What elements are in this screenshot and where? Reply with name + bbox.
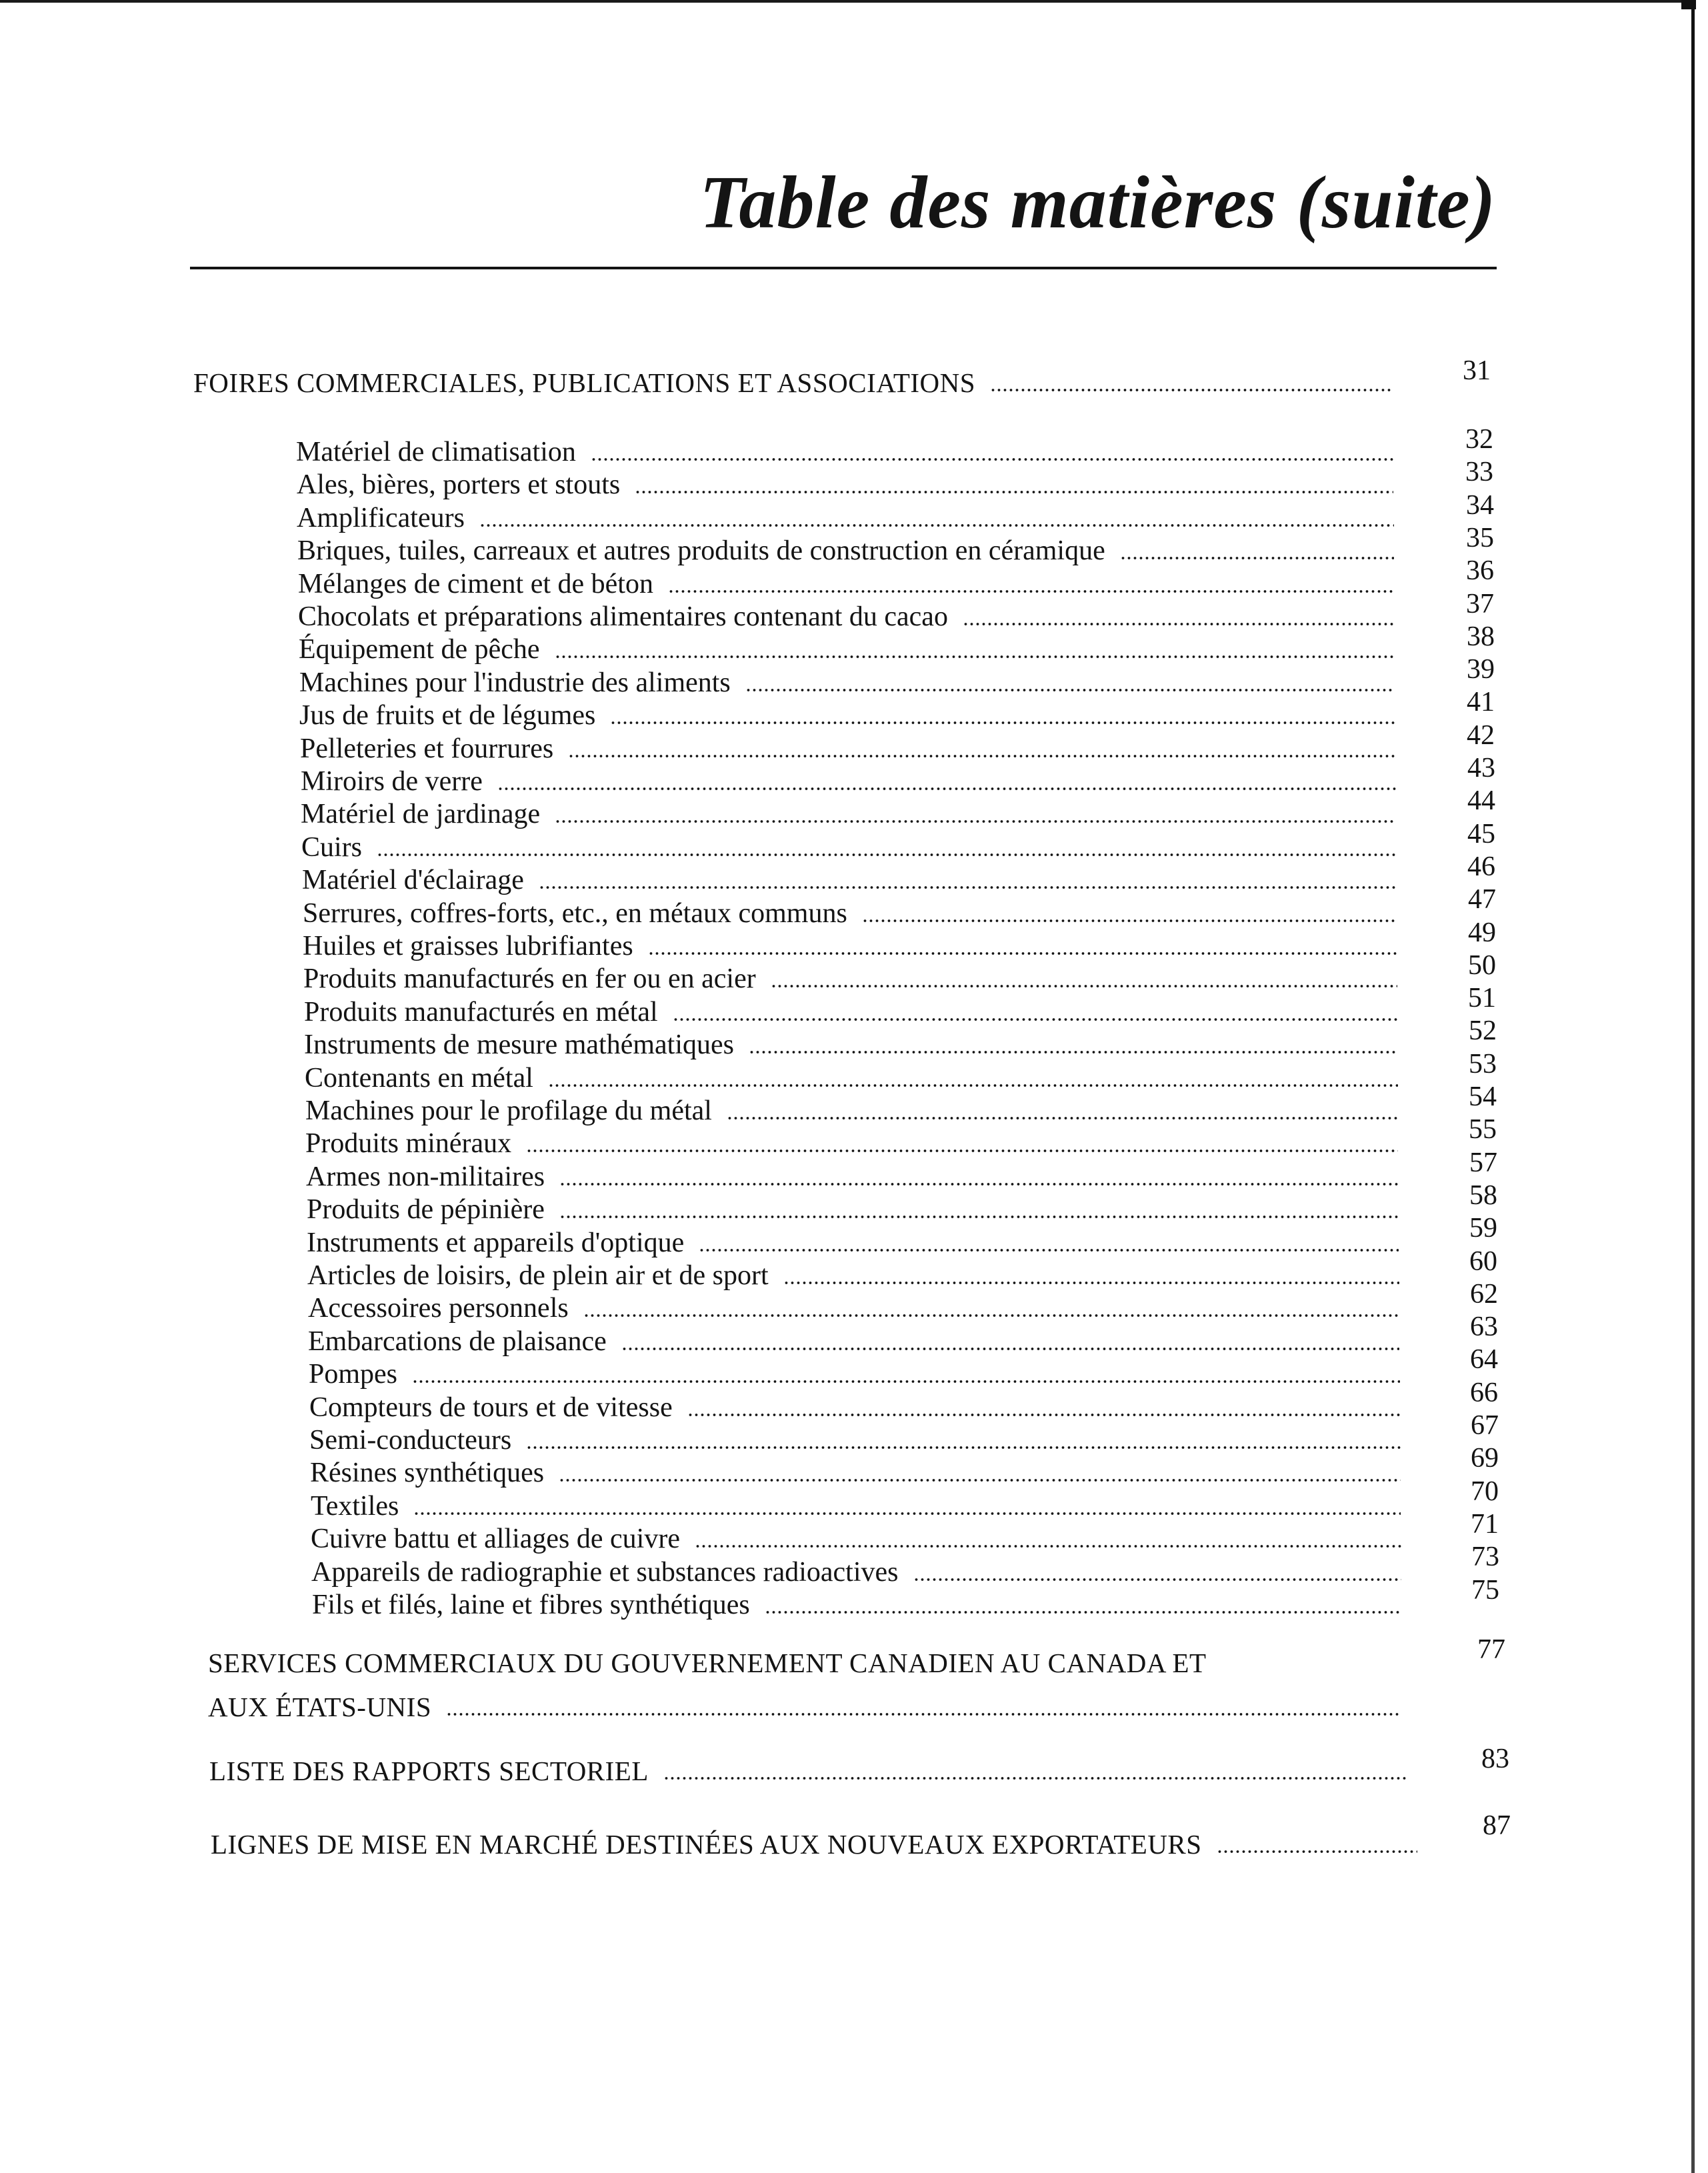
toc-entry-page-number: 54	[1469, 1081, 1497, 1112]
toc-entry-label: Instruments et appareils d'optique	[307, 1228, 685, 1258]
toc-entry-page-number: 33	[1465, 457, 1493, 487]
toc-entry	[298, 567, 1394, 601]
toc-entry-label: Pelleteries et fourrures	[300, 733, 554, 764]
toc-entry	[299, 632, 1395, 667]
dot-leader	[727, 1116, 1398, 1120]
toc-entry	[301, 830, 1396, 865]
dot-leader	[568, 754, 1395, 758]
toc-entry-page-number: 44	[1467, 785, 1495, 816]
toc-entry-page-number: 64	[1470, 1344, 1498, 1375]
toc-entry-page-number: 45	[1467, 819, 1495, 849]
dot-leader	[771, 984, 1397, 988]
toc-entry	[297, 467, 1393, 502]
toc-entry-label: Ales, bières, porters et stouts	[297, 469, 621, 500]
dot-leader	[673, 1017, 1397, 1021]
dot-leader	[526, 1446, 1401, 1450]
dot-leader	[446, 1712, 1401, 1716]
dot-leader	[548, 1083, 1398, 1088]
toc-entry	[296, 435, 1393, 469]
section-page-number: 77	[1477, 1634, 1505, 1665]
toc-entry	[309, 1423, 1401, 1458]
toc-entry-label: Miroirs de verre	[301, 766, 483, 797]
dot-leader	[555, 655, 1395, 659]
toc-entry-label: Résines synthétiques	[310, 1458, 545, 1488]
toc-entry	[305, 1126, 1398, 1161]
toc-entry-page-number: 57	[1469, 1148, 1497, 1178]
toc-entry-label: Embarcations de plaisance	[308, 1326, 607, 1357]
toc-entry	[311, 1522, 1401, 1556]
dot-leader	[559, 1182, 1399, 1186]
toc-entry-label: Articles de loisirs, de plein air et de sport	[307, 1260, 769, 1291]
toc-entry-page-number: 62	[1470, 1279, 1498, 1310]
toc-entry-label: Produits manufacturés en métal	[304, 997, 658, 1027]
toc-entry-label: Contenants en métal	[305, 1063, 533, 1094]
toc-entry	[310, 1456, 1401, 1490]
toc-entry-page-number: 34	[1466, 490, 1494, 521]
dot-leader	[648, 951, 1397, 955]
dot-leader	[583, 1314, 1399, 1318]
toc-entry	[309, 1357, 1400, 1392]
toc-entry	[312, 1588, 1401, 1622]
toc-entry-page-number: 42	[1467, 720, 1495, 751]
toc-entry-label: Semi-conducteurs	[309, 1425, 512, 1456]
toc-entry	[306, 1160, 1399, 1194]
dot-leader	[621, 1347, 1399, 1351]
toc-entry	[303, 896, 1397, 931]
dot-leader	[990, 388, 1393, 392]
toc-entry-label: Serrures, coffres-forts, etc., en métaux communs	[303, 898, 847, 929]
section-heading	[211, 1827, 1417, 1862]
toc-entry	[299, 698, 1395, 733]
toc-entry	[307, 1192, 1399, 1227]
toc-entry-page-number: 70	[1471, 1476, 1499, 1507]
section-heading-label: FOIRES COMMERCIALES, PUBLICATIONS ET ASSOCIATIONS	[193, 367, 976, 398]
toc-entry-page-number: 38	[1467, 621, 1495, 652]
dot-leader	[699, 1248, 1399, 1252]
toc-entry-label: Machines pour le profilage du métal	[305, 1096, 712, 1126]
toc-entry-page-number: 39	[1467, 654, 1495, 685]
dot-leader	[635, 490, 1393, 494]
toc-entry-label: Textiles	[311, 1491, 399, 1522]
toc-entry-label: Matériel de climatisation	[296, 437, 576, 467]
dot-leader	[1217, 1850, 1417, 1854]
toc-entry-label: Produits manufacturés en fer ou en acier	[303, 963, 756, 994]
toc-entry-page-number: 53	[1469, 1049, 1497, 1079]
toc-entry-page-number: 47	[1468, 884, 1496, 915]
toc-entry	[298, 599, 1395, 634]
toc-entry	[301, 764, 1396, 799]
dot-leader	[745, 688, 1395, 692]
toc-entry-page-number: 66	[1470, 1378, 1498, 1408]
section-page-number: 87	[1483, 1810, 1511, 1841]
toc-entry-label: Matériel de jardinage	[301, 799, 541, 829]
toc-entry-page-number: 46	[1467, 851, 1495, 882]
toc-entry	[307, 1226, 1399, 1260]
toc-entry-page-number: 73	[1471, 1542, 1499, 1572]
dot-leader	[412, 1380, 1400, 1384]
toc-entry	[304, 1027, 1397, 1062]
toc-entry-label: Briques, tuiles, carreaux et autres produits de construction en céramique	[297, 535, 1105, 566]
toc-entry-page-number: 75	[1471, 1575, 1499, 1606]
page-title: Table des matières (suite)	[699, 161, 1496, 244]
dot-leader	[963, 622, 1395, 626]
toc-entry-label: Matériel d'éclairage	[302, 865, 524, 895]
toc-entry-label: Amplificateurs	[297, 503, 465, 533]
toc-entry-label: Huiles et graisses lubrifiantes	[303, 931, 633, 961]
toc-entry-page-number: 67	[1471, 1410, 1499, 1441]
toc-entry-label: Produits minéraux	[305, 1128, 512, 1159]
toc-entry-label: Chocolats et préparations alimentaires contenant du cacao	[298, 601, 948, 632]
section-heading-label: LISTE DES RAPPORTS SECTORIEL	[209, 1756, 649, 1786]
dot-leader	[695, 1544, 1401, 1548]
dot-leader	[559, 1478, 1401, 1482]
dot-leader	[555, 819, 1396, 823]
section-heading-label: LIGNES DE MISE EN MARCHÉ DESTINÉES AUX NOUVEAUX EXPORTATEURS	[211, 1829, 1202, 1860]
dot-leader	[413, 1512, 1401, 1516]
toc-entry-label: Produits de pépinière	[307, 1194, 545, 1225]
toc-entry-label: Cuivre battu et alliages de cuivre	[311, 1524, 680, 1554]
section-heading	[209, 1754, 1407, 1788]
dot-leader	[591, 457, 1393, 461]
toc-entry-label: Appareils de radiographie et substances radioactives	[311, 1557, 899, 1588]
toc-entry	[305, 1061, 1398, 1096]
toc-entry	[303, 929, 1397, 963]
dot-leader	[539, 885, 1397, 889]
dot-leader	[783, 1281, 1399, 1285]
toc-entry-label: Cuirs	[301, 832, 363, 863]
toc-entry	[304, 995, 1397, 1029]
toc-entry-page-number: 69	[1471, 1443, 1499, 1474]
section-heading-continued	[208, 1690, 1401, 1724]
toc-entry-page-number: 43	[1467, 753, 1495, 783]
dot-leader	[687, 1413, 1400, 1417]
dot-leader	[913, 1578, 1401, 1582]
toc-entry	[311, 1489, 1401, 1524]
toc-entry-page-number: 58	[1469, 1180, 1497, 1211]
dot-leader	[749, 1050, 1397, 1054]
dot-leader	[610, 721, 1395, 725]
toc-entry	[307, 1258, 1399, 1293]
toc-entry-label: Mélanges de ciment et de béton	[298, 569, 653, 599]
dot-leader	[765, 1610, 1401, 1614]
dot-leader	[668, 589, 1394, 593]
toc-entry-page-number: 50	[1468, 950, 1496, 981]
toc-entry-page-number: 41	[1467, 687, 1495, 717]
toc-entry-label: Machines pour l'industrie des aliments	[299, 667, 731, 698]
toc-entry	[303, 961, 1397, 996]
toc-entry-page-number: 36	[1466, 555, 1494, 586]
dot-leader	[526, 1149, 1398, 1153]
section-heading-continued-label: AUX ÉTATS-UNIS	[208, 1692, 432, 1722]
toc-entry-page-number: 49	[1468, 917, 1496, 948]
section-page-number: 31	[1463, 355, 1491, 386]
dot-leader	[1120, 556, 1394, 560]
toc-entry	[308, 1324, 1399, 1359]
toc-entry	[311, 1555, 1401, 1590]
toc-entry-page-number: 59	[1469, 1213, 1497, 1244]
toc-entry	[297, 501, 1394, 535]
toc-entry-label: Fils et filés, laine et fibres synthétiques	[312, 1590, 750, 1620]
dot-leader	[663, 1776, 1407, 1780]
dot-leader	[559, 1215, 1399, 1219]
toc-entry-page-number: 60	[1469, 1246, 1497, 1277]
toc-entry-page-number: 55	[1469, 1114, 1497, 1145]
toc-entry-page-number: 52	[1469, 1015, 1497, 1046]
toc-entry	[297, 533, 1394, 568]
toc-entry	[309, 1390, 1400, 1425]
toc-entry-page-number: 37	[1466, 589, 1494, 619]
toc-entry-page-number: 63	[1470, 1312, 1498, 1342]
toc-entry-label: Jus de fruits et de légumes	[299, 700, 596, 731]
dot-leader	[377, 853, 1396, 857]
toc-entry-label: Équipement de pêche	[299, 634, 540, 665]
toc-entry-page-number: 51	[1468, 983, 1496, 1013]
dot-leader	[497, 787, 1396, 791]
section-heading-label: SERVICES COMMERCIAUX DU GOUVERNEMENT CANADIEN AU CANADA ET	[208, 1648, 1207, 1678]
section-heading	[208, 1646, 1381, 1680]
toc-entry-label: Compteurs de tours et de vitesse	[309, 1392, 673, 1423]
toc-entry-label: Instruments de mesure mathématiques	[304, 1029, 734, 1060]
toc-entry	[299, 665, 1395, 700]
section-heading	[193, 365, 1393, 400]
toc-entry	[305, 1094, 1398, 1128]
dot-leader	[479, 523, 1394, 527]
toc-entry-page-number: 35	[1466, 523, 1494, 553]
toc-entry-label: Armes non-militaires	[306, 1162, 545, 1192]
toc-entry-page-number: 32	[1465, 424, 1493, 455]
dot-leader	[862, 919, 1397, 923]
toc-entry-page-number: 71	[1471, 1509, 1499, 1540]
toc-entry-label: Pompes	[309, 1359, 398, 1390]
toc-entry	[308, 1291, 1399, 1326]
section-page-number: 83	[1481, 1744, 1509, 1774]
toc-entry	[302, 863, 1397, 897]
toc-entry-label: Accessoires personnels	[308, 1293, 569, 1324]
toc-entry	[301, 797, 1396, 831]
toc-entry	[300, 731, 1395, 766]
